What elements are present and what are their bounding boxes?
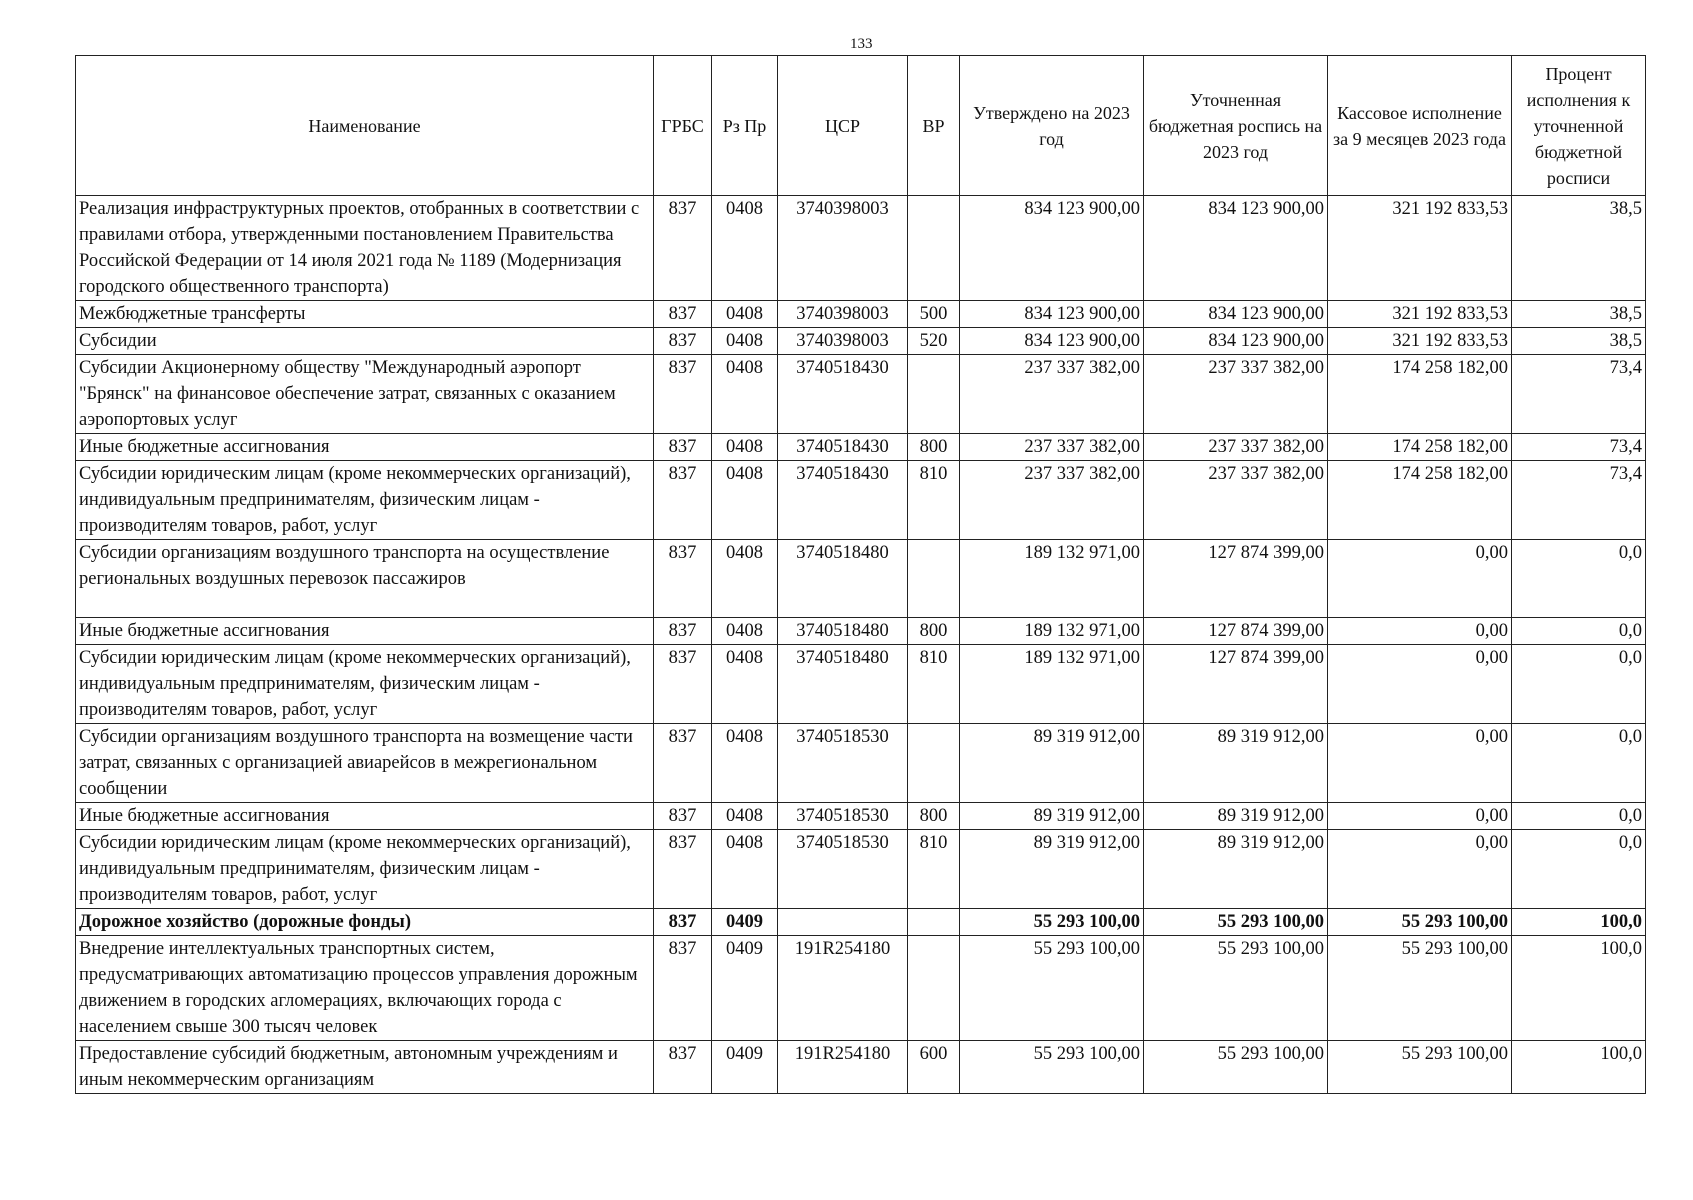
header-name: Наименование xyxy=(76,56,654,196)
row-rzpr: 0408 xyxy=(712,434,778,461)
row-cash: 0,00 xyxy=(1328,540,1512,618)
row-cash: 55 293 100,00 xyxy=(1328,1041,1512,1094)
row-vr xyxy=(908,724,960,803)
table-row xyxy=(76,196,1646,301)
row-approved: 89 319 912,00 xyxy=(960,830,1144,909)
row-cash: 0,00 xyxy=(1328,645,1512,724)
row-grbs: 837 xyxy=(654,909,712,936)
row-percent: 38,5 xyxy=(1512,328,1646,355)
table-row xyxy=(76,355,1646,434)
row-csr: 3740398003 xyxy=(778,196,908,301)
row-csr: 191R254180 xyxy=(778,936,908,1041)
row-rzpr: 0408 xyxy=(712,645,778,724)
row-grbs: 837 xyxy=(654,724,712,803)
header-cash: Кассовое исполнение за 9 месяцев 2023 года xyxy=(1328,56,1512,196)
row-vr: 810 xyxy=(908,645,960,724)
row-name: Субсидии организациям воздушного транспорта на осуществление региональных воздушных перевозок пассажиров xyxy=(76,540,654,618)
row-vr xyxy=(908,196,960,301)
row-rzpr: 0408 xyxy=(712,328,778,355)
row-rzpr: 0408 xyxy=(712,724,778,803)
row-percent: 100,0 xyxy=(1512,909,1646,936)
row-percent: 0,0 xyxy=(1512,830,1646,909)
row-cash: 321 192 833,53 xyxy=(1328,328,1512,355)
row-vr: 800 xyxy=(908,434,960,461)
row-refined: 834 123 900,00 xyxy=(1144,196,1328,301)
row-percent: 0,0 xyxy=(1512,540,1646,618)
row-cash: 321 192 833,53 xyxy=(1328,301,1512,328)
row-cash: 55 293 100,00 xyxy=(1328,936,1512,1041)
row-grbs: 837 xyxy=(654,434,712,461)
row-grbs: 837 xyxy=(654,196,712,301)
header-row xyxy=(76,56,1646,196)
row-grbs: 837 xyxy=(654,830,712,909)
row-name: Субсидии юридическим лицам (кроме некоммерческих организаций), индивидуальным предпринимателям, физическим лицам - производителям товаров, работ, услуг xyxy=(76,830,654,909)
row-percent: 0,0 xyxy=(1512,803,1646,830)
row-percent: 38,5 xyxy=(1512,301,1646,328)
row-rzpr: 0408 xyxy=(712,540,778,618)
row-name: Субсидии юридическим лицам (кроме некоммерческих организаций), индивидуальным предпринимателям, физическим лицам - производителям товаров, работ, услуг xyxy=(76,461,654,540)
table-row xyxy=(76,461,1646,540)
row-csr: 3740518530 xyxy=(778,803,908,830)
row-percent: 38,5 xyxy=(1512,196,1646,301)
row-cash: 321 192 833,53 xyxy=(1328,196,1512,301)
row-approved: 189 132 971,00 xyxy=(960,540,1144,618)
row-approved: 189 132 971,00 xyxy=(960,645,1144,724)
row-name: Межбюджетные трансферты xyxy=(76,301,654,328)
table-row xyxy=(76,909,1646,936)
row-rzpr: 0409 xyxy=(712,1041,778,1094)
row-rzpr: 0408 xyxy=(712,196,778,301)
row-refined: 127 874 399,00 xyxy=(1144,540,1328,618)
row-cash: 0,00 xyxy=(1328,724,1512,803)
row-percent: 100,0 xyxy=(1512,1041,1646,1094)
row-refined: 237 337 382,00 xyxy=(1144,461,1328,540)
row-rzpr: 0408 xyxy=(712,830,778,909)
row-vr xyxy=(908,936,960,1041)
row-refined: 55 293 100,00 xyxy=(1144,936,1328,1041)
header-rzpr: Рз Пр xyxy=(712,56,778,196)
row-approved: 834 123 900,00 xyxy=(960,301,1144,328)
row-name: Внедрение интеллектуальных транспортных систем, предусматривающих автоматизацию процессов управления дорожным движением в городских агломерациях, включающих города с населением свыше 300 тысяч человек xyxy=(76,936,654,1041)
table-row xyxy=(76,830,1646,909)
table-row xyxy=(76,540,1646,618)
row-refined: 127 874 399,00 xyxy=(1144,645,1328,724)
row-csr: 3740398003 xyxy=(778,328,908,355)
row-grbs: 837 xyxy=(654,301,712,328)
row-percent: 0,0 xyxy=(1512,618,1646,645)
row-grbs: 837 xyxy=(654,1041,712,1094)
row-name: Предоставление субсидий бюджетным, автономным учреждениям и иным некоммерческим организациям xyxy=(76,1041,654,1094)
header-refined: Уточненная бюджетная роспись на 2023 год xyxy=(1144,56,1328,196)
header-csr: ЦСР xyxy=(778,56,908,196)
row-grbs: 837 xyxy=(654,540,712,618)
row-csr xyxy=(778,909,908,936)
row-name: Иные бюджетные ассигнования xyxy=(76,803,654,830)
row-grbs: 837 xyxy=(654,803,712,830)
row-grbs: 837 xyxy=(654,618,712,645)
row-refined: 237 337 382,00 xyxy=(1144,355,1328,434)
row-grbs: 837 xyxy=(654,645,712,724)
row-approved: 55 293 100,00 xyxy=(960,1041,1144,1094)
row-percent: 73,4 xyxy=(1512,355,1646,434)
table-body xyxy=(76,196,1646,1094)
row-rzpr: 0409 xyxy=(712,936,778,1041)
row-cash: 55 293 100,00 xyxy=(1328,909,1512,936)
row-cash: 174 258 182,00 xyxy=(1328,355,1512,434)
row-approved: 89 319 912,00 xyxy=(960,803,1144,830)
row-name: Субсидии Акционерному обществу "Международный аэропорт "Брянск" на финансовое обеспечение затрат, связанных с оказанием аэропортовых услуг xyxy=(76,355,654,434)
header-grbs: ГРБС xyxy=(654,56,712,196)
row-approved: 89 319 912,00 xyxy=(960,724,1144,803)
row-grbs: 837 xyxy=(654,461,712,540)
row-cash: 174 258 182,00 xyxy=(1328,461,1512,540)
table-row xyxy=(76,1041,1646,1094)
row-name: Реализация инфраструктурных проектов, отобранных в соответствии с правилами отбора, утвержденными постановлением Правительства Российской Федерации от 14 июля 2021 года № 1189 (Модернизация городского общественного транспорта) xyxy=(76,196,654,301)
row-approved: 237 337 382,00 xyxy=(960,355,1144,434)
row-grbs: 837 xyxy=(654,328,712,355)
row-refined: 89 319 912,00 xyxy=(1144,803,1328,830)
row-rzpr: 0409 xyxy=(712,909,778,936)
row-grbs: 837 xyxy=(654,355,712,434)
row-approved: 834 123 900,00 xyxy=(960,196,1144,301)
row-csr: 191R254180 xyxy=(778,1041,908,1094)
row-vr: 520 xyxy=(908,328,960,355)
row-name: Субсидии организациям воздушного транспорта на возмещение части затрат, связанных с организацией авиарейсов в межрегиональном сообщении xyxy=(76,724,654,803)
row-percent: 0,0 xyxy=(1512,724,1646,803)
row-vr xyxy=(908,355,960,434)
row-vr: 600 xyxy=(908,1041,960,1094)
row-rzpr: 0408 xyxy=(712,301,778,328)
row-csr: 3740518480 xyxy=(778,645,908,724)
row-csr: 3740518530 xyxy=(778,724,908,803)
row-name: Субсидии xyxy=(76,328,654,355)
budget-table xyxy=(75,55,1646,1094)
row-name: Иные бюджетные ассигнования xyxy=(76,434,654,461)
row-grbs: 837 xyxy=(654,936,712,1041)
row-approved: 189 132 971,00 xyxy=(960,618,1144,645)
row-vr xyxy=(908,909,960,936)
table-row xyxy=(76,724,1646,803)
row-percent: 73,4 xyxy=(1512,461,1646,540)
row-refined: 237 337 382,00 xyxy=(1144,434,1328,461)
row-cash: 0,00 xyxy=(1328,830,1512,909)
row-csr: 3740518430 xyxy=(778,434,908,461)
row-csr: 3740518480 xyxy=(778,540,908,618)
row-approved: 237 337 382,00 xyxy=(960,461,1144,540)
row-cash: 174 258 182,00 xyxy=(1328,434,1512,461)
row-approved: 834 123 900,00 xyxy=(960,328,1144,355)
table-row xyxy=(76,434,1646,461)
header-vr: ВР xyxy=(908,56,960,196)
row-vr: 800 xyxy=(908,803,960,830)
row-vr: 800 xyxy=(908,618,960,645)
row-cash: 0,00 xyxy=(1328,618,1512,645)
header-approved: Утверждено на 2023 год xyxy=(960,56,1144,196)
row-csr: 3740398003 xyxy=(778,301,908,328)
row-csr: 3740518430 xyxy=(778,461,908,540)
row-approved: 55 293 100,00 xyxy=(960,909,1144,936)
table-row xyxy=(76,936,1646,1041)
row-name: Субсидии юридическим лицам (кроме некоммерческих организаций), индивидуальным предпринимателям, физическим лицам - производителям товаров, работ, услуг xyxy=(76,645,654,724)
page-number: 133 xyxy=(850,36,873,52)
row-rzpr: 0408 xyxy=(712,355,778,434)
row-percent: 100,0 xyxy=(1512,936,1646,1041)
row-refined: 834 123 900,00 xyxy=(1144,301,1328,328)
table-row xyxy=(76,618,1646,645)
row-refined: 834 123 900,00 xyxy=(1144,328,1328,355)
table-row xyxy=(76,328,1646,355)
table-row xyxy=(76,803,1646,830)
row-name: Иные бюджетные ассигнования xyxy=(76,618,654,645)
row-refined: 127 874 399,00 xyxy=(1144,618,1328,645)
row-percent: 0,0 xyxy=(1512,645,1646,724)
header-percent: Процент исполнения к уточненной бюджетной росписи xyxy=(1512,56,1646,196)
table-row xyxy=(76,301,1646,328)
table-row xyxy=(76,645,1646,724)
row-approved: 237 337 382,00 xyxy=(960,434,1144,461)
row-csr: 3740518430 xyxy=(778,355,908,434)
row-cash: 0,00 xyxy=(1328,803,1512,830)
row-csr: 3740518480 xyxy=(778,618,908,645)
row-csr: 3740518530 xyxy=(778,830,908,909)
row-name: Дорожное хозяйство (дорожные фонды) xyxy=(76,909,654,936)
row-refined: 55 293 100,00 xyxy=(1144,909,1328,936)
row-rzpr: 0408 xyxy=(712,461,778,540)
row-refined: 55 293 100,00 xyxy=(1144,1041,1328,1094)
row-vr xyxy=(908,540,960,618)
row-rzpr: 0408 xyxy=(712,803,778,830)
row-approved: 55 293 100,00 xyxy=(960,936,1144,1041)
row-vr: 810 xyxy=(908,461,960,540)
row-vr: 810 xyxy=(908,830,960,909)
row-vr: 500 xyxy=(908,301,960,328)
row-rzpr: 0408 xyxy=(712,618,778,645)
row-refined: 89 319 912,00 xyxy=(1144,830,1328,909)
row-percent: 73,4 xyxy=(1512,434,1646,461)
row-refined: 89 319 912,00 xyxy=(1144,724,1328,803)
